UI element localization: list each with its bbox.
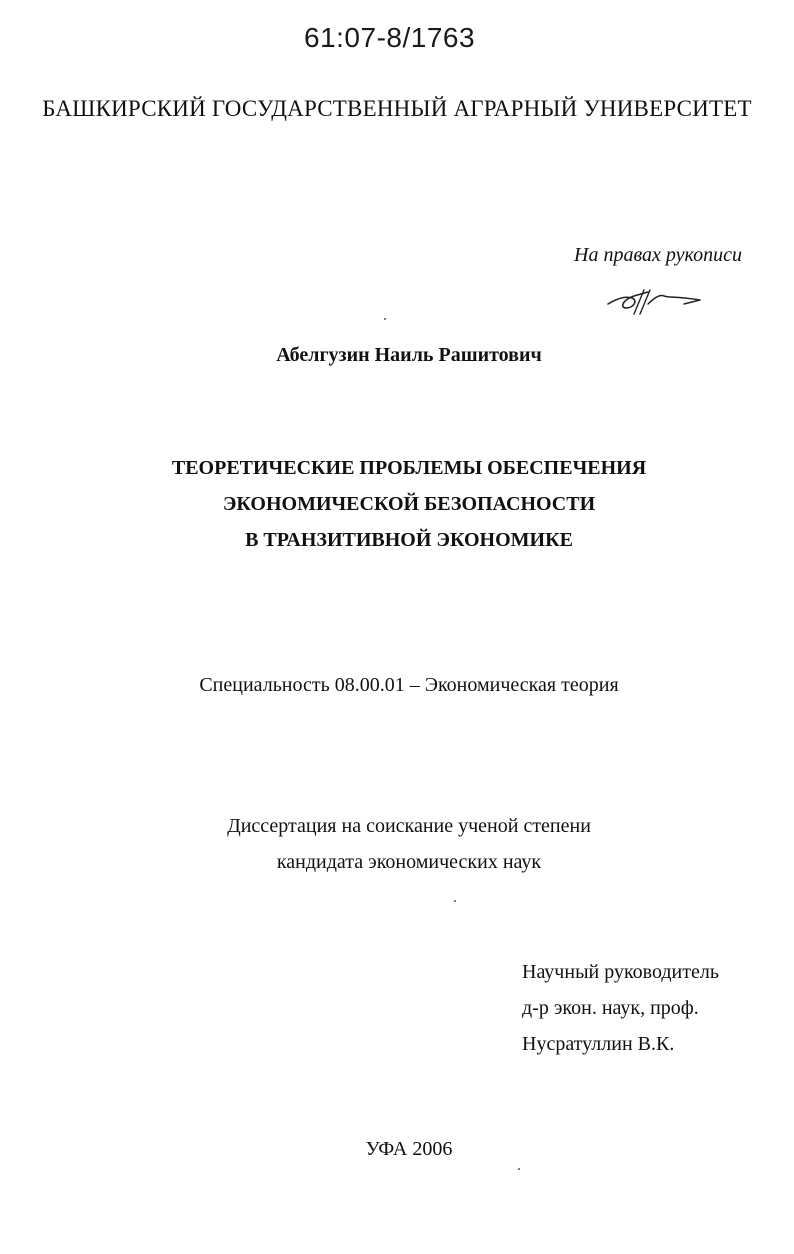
supervisor-role: Научный руководитель	[522, 961, 719, 983]
supervisor-credentials: д-р экон. наук, проф.	[522, 997, 699, 1019]
scan-speck	[518, 1168, 520, 1170]
scan-speck	[384, 318, 386, 320]
supervisor-block	[522, 954, 719, 1062]
university-name: БАШКИРСКИЙ ГОСУДАРСТВЕННЫЙ АГРАРНЫЙ УНИВЕРСИТЕТ	[42, 96, 752, 121]
specialty-line: Специальность 08.00.01 – Экономическая теория	[199, 674, 619, 696]
title-line: ЭКОНОМИЧЕСКОЙ БЕЗОПАСНОСТИ	[222, 493, 596, 515]
handwritten-signature	[604, 284, 704, 320]
degree-line: Диссертация на соискание ученой степени	[227, 815, 591, 837]
city-year: УФА 2006	[365, 1138, 453, 1160]
degree-line: кандидата экономических наук	[276, 851, 542, 873]
degree-statement	[0, 808, 794, 880]
title-line: В ТРАНЗИТИВНОЙ ЭКОНОМИКЕ	[245, 529, 573, 551]
dissertation-title	[0, 450, 794, 558]
archive-code: 61:07-8/1763	[304, 22, 476, 53]
manuscript-rights-note: На правах рукописи	[574, 244, 742, 266]
title-line: ТЕОРЕТИЧЕСКИЕ ПРОБЛЕМЫ ОБЕСПЕЧЕНИЯ	[171, 457, 647, 479]
scan-speck	[454, 900, 456, 902]
author-name: Абелгузин Наиль Рашитович	[276, 344, 542, 366]
supervisor-name: Нусратуллин В.К.	[522, 1033, 675, 1055]
